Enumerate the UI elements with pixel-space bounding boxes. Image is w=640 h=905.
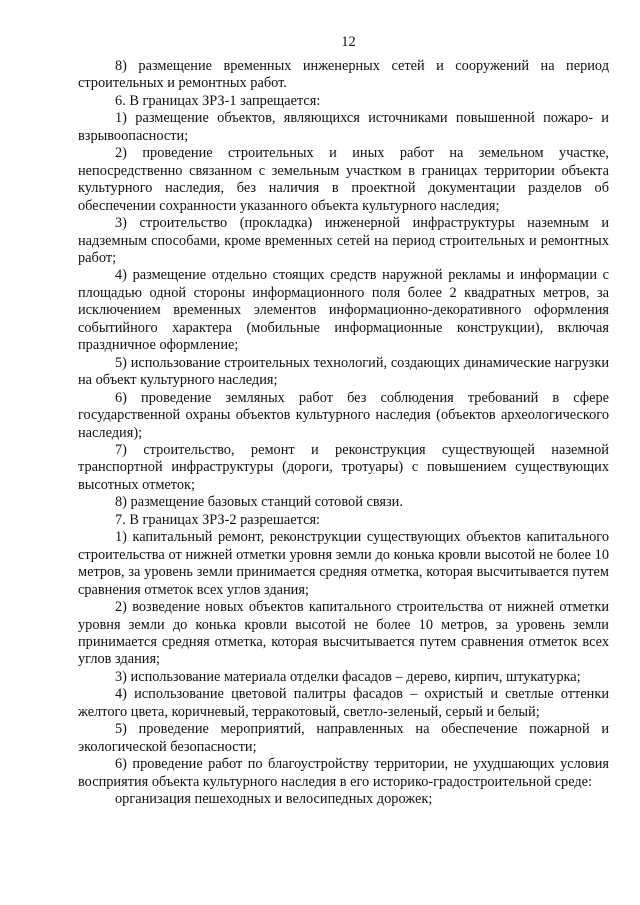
paragraph: 5) проведение мероприятий, направленных на обеспечение пожарной и экологической безопасности; xyxy=(78,721,609,755)
paragraph: 1) размещение объектов, являющихся источниками повышенной пожаро- и взрывоопасности; xyxy=(78,110,609,144)
paragraph: 8) размещение базовых станций сотовой связи. xyxy=(115,494,403,511)
paragraph: 3) строительство (прокладка) инженерной инфраструктуры наземным и надземным способами, кроме временных сетей на период строительных и ремонтных работ; xyxy=(78,215,609,266)
paragraph: организация пешеходных и велосипедных дорожек; xyxy=(115,791,433,808)
paragraph: 2) проведение строительных и иных работ на земельном участке, непосредственно связанном с земельным участком в границах территории объекта культурного наследия, без наличия в проектной документации разделов об обеспечении сохранности указанного объекта культурного наследия; xyxy=(78,145,609,214)
page-number: 12 xyxy=(341,34,356,50)
paragraph: 6) проведение земляных работ без соблюдения требований в сфере государственной охраны объектов культурного наследия (объектов археологического наследия); xyxy=(78,389,609,441)
paragraph: 6) проведение работ по благоустройству территории, не ухудшающих условия восприятия объекта культурного наследия в его историко-градостроительной среде: xyxy=(78,756,609,790)
section-heading: 6. В границах ЗРЗ-1 запрещается: xyxy=(115,92,321,109)
paragraph: 5) использование строительных технологий, создающих динамические нагрузки на объект культурного наследия; xyxy=(78,354,609,389)
section-heading: 7. В границах ЗРЗ-2 разрешается: xyxy=(115,511,321,528)
paragraph: 1) капитальный ремонт, реконструкции существующих объектов капитального строительства от нижней отметки уровня земли до конька кровли высотой не более 10 метров, за уровень земли принимается средняя отметка, которая высчитывается путем сравнения отметок всех углов здания; xyxy=(78,529,609,598)
paragraph: 2) возведение новых объектов капитального строительства от нижней отметки уровня земли до конька кровли высотой не более 10 метров, за уровень земли принимается средняя отметка, которая высчитывается путем сравнения отметок всех углов здания; xyxy=(78,599,609,668)
paragraph: 8) размещение временных инженерных сетей и сооружений на период строительных и ремонтных работ. xyxy=(78,58,609,92)
paragraph: 3) использование материала отделки фасадов – дерево, кирпич, штукатурка; xyxy=(115,668,581,685)
paragraph: 4) размещение отдельно стоящих средств наружной рекламы и информации с площадью одной стороны информационного поля более 2 квадратных метров, за исключением временных элементов информационно-декоративного оформления событийного характера (мобильные информационные конструкции), включая праздничное оформление; xyxy=(78,267,609,354)
paragraph: 7) строительство, ремонт и реконструкция существующей наземной транспортной инфраструктуры (дороги, тротуары) с повышением существующих высотных отметок; xyxy=(78,441,609,493)
paragraph: 4) использование цветовой палитры фасадов – охристый и светлые оттенки желтого цвета, коричневый, терракотовый, светло-зеленый, серый и белый; xyxy=(78,686,609,720)
